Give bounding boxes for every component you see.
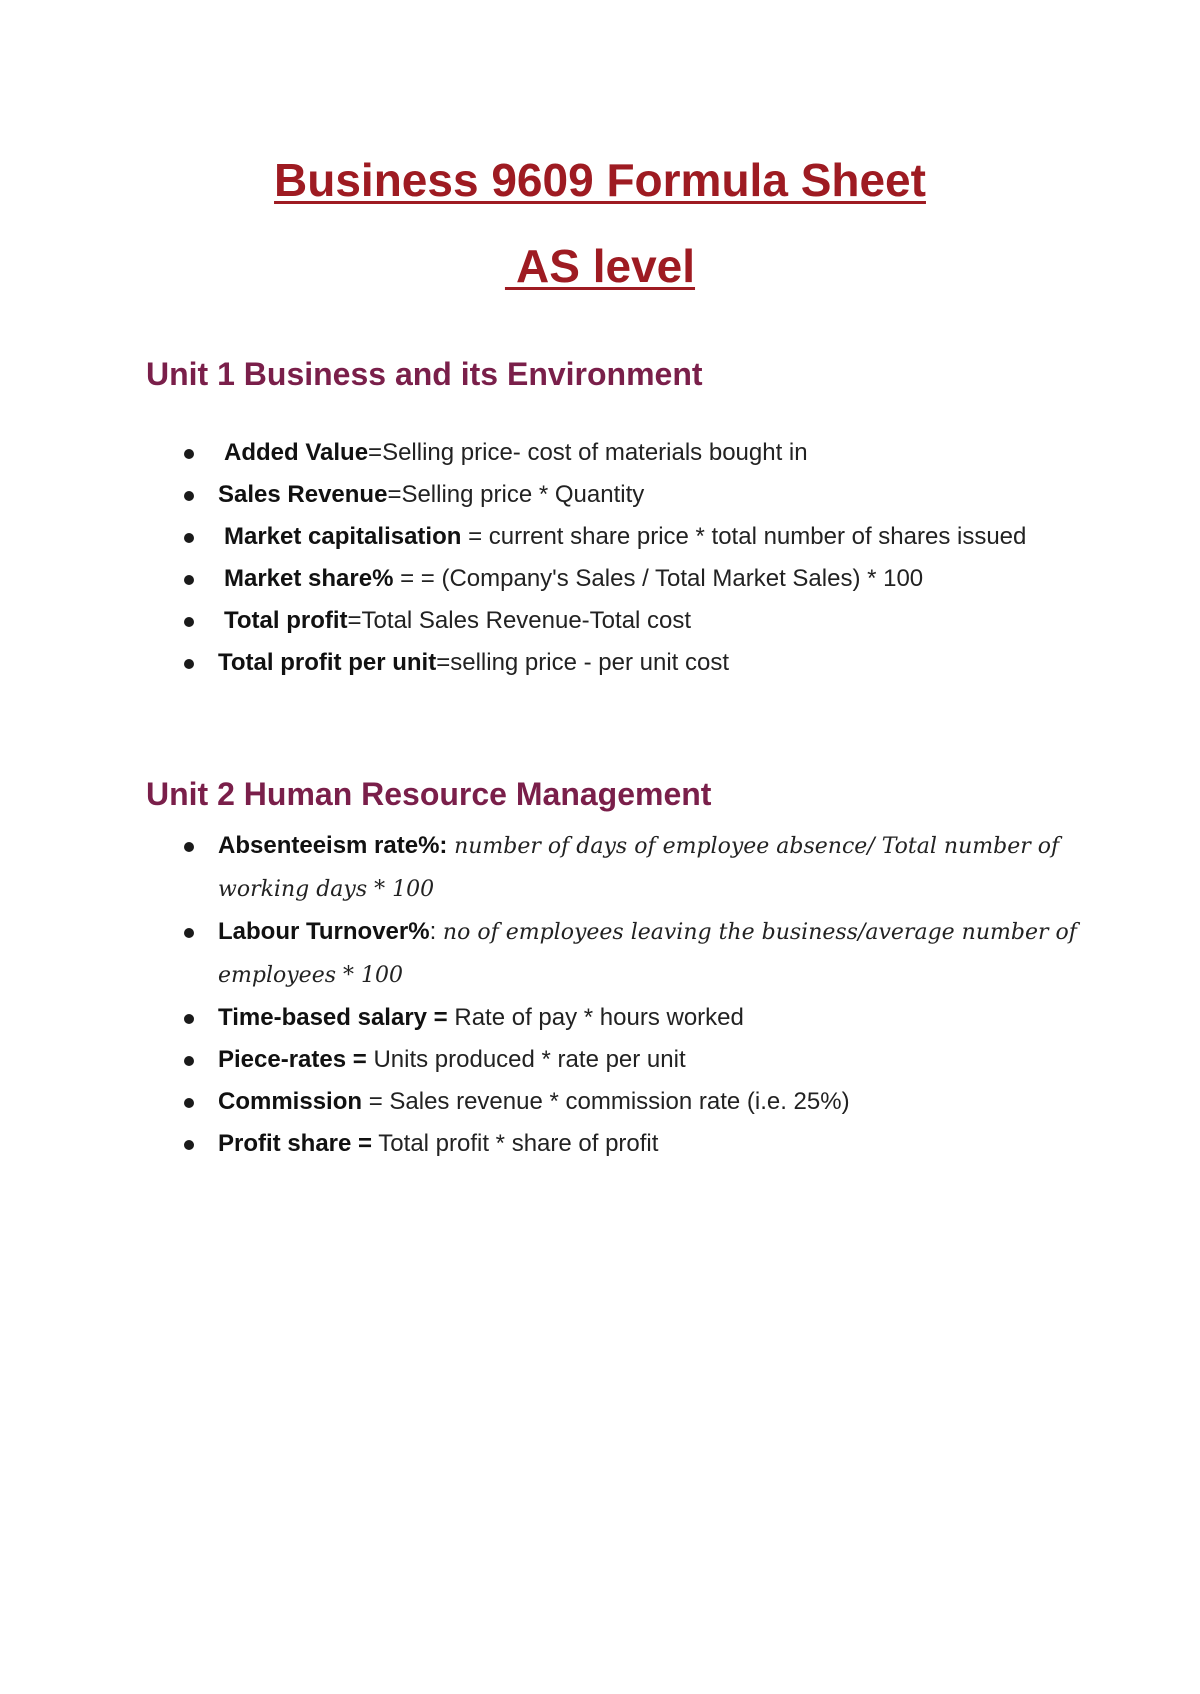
formula-separator: = = bbox=[393, 565, 442, 592]
formula-expression: no of employees leaving the business/average number of employees * 100 bbox=[218, 920, 1077, 988]
unit-2-formula-list bbox=[184, 825, 1084, 1165]
formula-expression: number of days of employee absence/ Total number of working days * 100 bbox=[218, 834, 1060, 902]
list-item bbox=[184, 474, 1084, 516]
list-item bbox=[184, 558, 1084, 600]
bullet-icon bbox=[184, 1098, 194, 1108]
page-subtitle: AS level bbox=[504, 240, 696, 292]
formula-expression: Rate of pay * hours worked bbox=[454, 1004, 744, 1031]
bullet-icon bbox=[184, 491, 194, 501]
formula-expression: Selling price * Quantity bbox=[401, 481, 645, 508]
formula-term: Time-based salary = bbox=[218, 1004, 448, 1031]
formula-term: Market share% bbox=[224, 565, 394, 592]
list-item bbox=[184, 1123, 1084, 1165]
formula-term: Absenteeism rate%: bbox=[218, 832, 448, 859]
bullet-icon bbox=[184, 533, 194, 543]
bullet-icon bbox=[184, 575, 194, 585]
formula-term: Sales Revenue bbox=[218, 481, 388, 508]
formula-term: Piece-rates = bbox=[218, 1046, 367, 1073]
unit-1-formula-list bbox=[184, 432, 1084, 684]
bullet-icon bbox=[184, 449, 194, 459]
formula-separator: = bbox=[368, 439, 383, 466]
formula-term: Labour Turnover% bbox=[218, 918, 430, 945]
formula-expression: Selling price- cost of materials bought in bbox=[382, 439, 808, 466]
formula-separator: = bbox=[362, 1088, 390, 1115]
formula-expression: Total Sales Revenue-Total cost bbox=[361, 607, 692, 634]
formula-expression: Units produced * rate per unit bbox=[373, 1046, 686, 1073]
formula-separator: = bbox=[436, 649, 451, 676]
list-item bbox=[184, 825, 1084, 911]
list-item bbox=[184, 432, 1084, 474]
bullet-icon bbox=[184, 1014, 194, 1024]
list-item bbox=[184, 911, 1084, 997]
bullet-icon bbox=[184, 1056, 194, 1066]
bullet-icon bbox=[184, 842, 194, 852]
formula-expression: (Company's Sales / Total Market Sales) * 100 bbox=[441, 565, 924, 592]
bullet-icon bbox=[184, 617, 194, 627]
section-heading-unit-2: Unit 2 Human Resource Management bbox=[146, 776, 712, 812]
list-item bbox=[184, 642, 1084, 684]
bullet-icon bbox=[184, 659, 194, 669]
list-item bbox=[184, 997, 1084, 1039]
formula-separator: = bbox=[461, 523, 489, 550]
formula-term: Market capitalisation bbox=[224, 523, 462, 550]
formula-term: Profit share = bbox=[218, 1130, 373, 1157]
page-title: Business 9609 Formula Sheet bbox=[274, 154, 926, 206]
formula-separator: = bbox=[387, 481, 402, 508]
section-heading-unit-1: Unit 1 Business and its Environment bbox=[146, 356, 703, 392]
formula-expression: Total profit * share of profit bbox=[378, 1130, 659, 1157]
formula-term: Total profit per unit bbox=[218, 649, 437, 676]
formula-term: Commission bbox=[218, 1088, 363, 1115]
formula-expression: Sales revenue * commission rate (i.e. 25%) bbox=[389, 1088, 850, 1115]
list-item bbox=[184, 1039, 1084, 1081]
list-item bbox=[184, 516, 1084, 558]
list-item bbox=[184, 1081, 1084, 1123]
bullet-icon bbox=[184, 1140, 194, 1150]
formula-term: Added Value bbox=[224, 439, 369, 466]
formula-term: Total profit bbox=[224, 607, 348, 634]
formula-separator: : bbox=[429, 918, 443, 945]
formula-expression: current share price * total number of shares issued bbox=[488, 523, 1027, 550]
formula-separator: = bbox=[347, 607, 362, 634]
bullet-icon bbox=[184, 928, 194, 938]
list-item bbox=[184, 600, 1084, 642]
formula-expression: selling price - per unit cost bbox=[450, 649, 730, 676]
